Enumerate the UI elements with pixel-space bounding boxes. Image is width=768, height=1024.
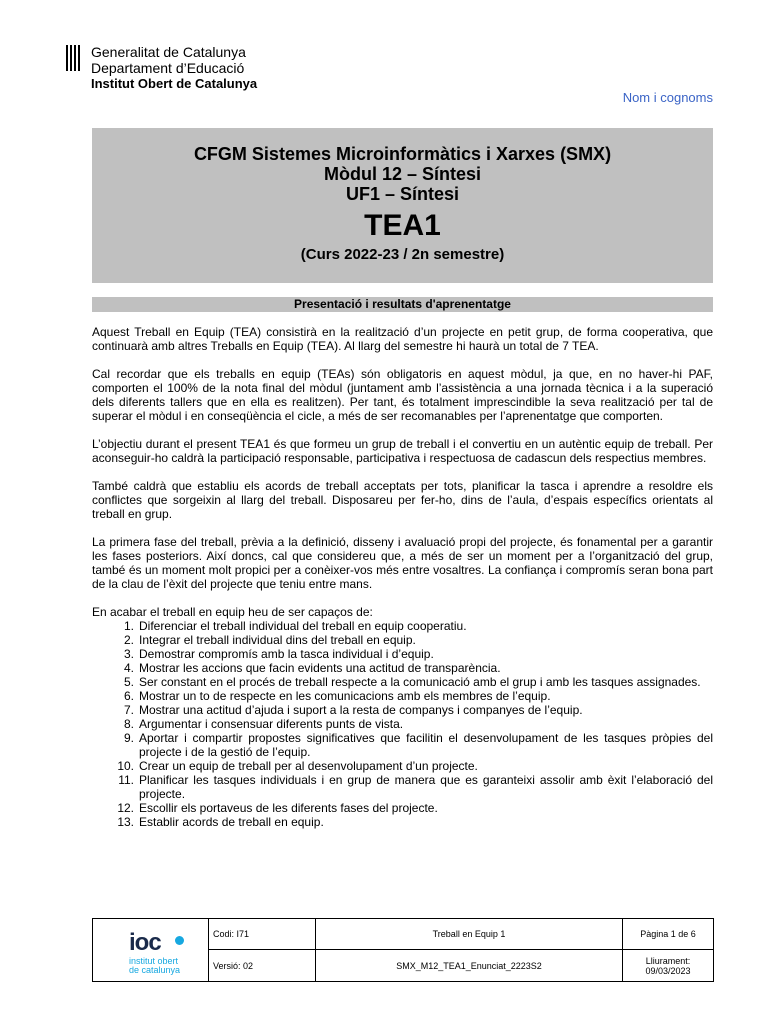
list-item (92, 731, 713, 759)
code-cell (208, 919, 316, 950)
header-text (91, 44, 257, 92)
title-box (92, 128, 713, 283)
list-item (92, 675, 713, 689)
ioc-logo-text: ioc (129, 929, 161, 956)
outcomes-list (92, 619, 713, 829)
unit-title: UF1 – Síntesi (345, 184, 460, 204)
list-item (92, 815, 713, 829)
footer-doc-title: Treball en Equip 1 (432, 929, 506, 939)
document-title: TEA1 (364, 209, 441, 242)
list-item (92, 801, 713, 815)
list-number: 6. (123, 689, 134, 703)
course-title: CFGM Sistemes Microinformàtics i Xarxes (SMX) (193, 144, 612, 164)
list-number: 5. (123, 675, 134, 689)
list-item (92, 689, 713, 703)
list-text: Mostrar una actitud d’ajuda i suport a la resta de companys i companyes de l’equip. (139, 703, 583, 717)
document-filename: SMX_M12_TEA1_Enunciat_2223S2 (396, 960, 542, 971)
list-number: 11. (118, 773, 134, 787)
list-number: 1. (123, 619, 134, 633)
list-text: Ser constant en el procés de treball respecte a la comunicació amb el grup i amb les tasques assignades. (139, 675, 701, 689)
list-text: Integrar el treball individual dins del treball en equip. (139, 633, 416, 647)
list-number: 9. (123, 731, 134, 745)
list-number: 4. (123, 661, 134, 675)
list-item (92, 773, 713, 801)
list-number: 2. (123, 633, 134, 647)
list-number: 12. (117, 801, 134, 815)
ioc-logo (93, 919, 209, 981)
delivery-date: 09/03/2023 (645, 965, 691, 976)
page-number: Pàgina 1 de 6 (640, 929, 696, 939)
course-year: (Curs 2022-23 / 2n semestre) (300, 246, 505, 263)
ioc-logo-subtitle (129, 957, 180, 975)
section-heading: Presentació i resultats d'aprenentatge (92, 297, 713, 312)
list-text: Mostrar les accions que facin evidents una actitud de transparència. (139, 661, 501, 675)
name-field: Nom i cognoms (622, 90, 713, 105)
ioc-logo-sub2: de catalunya (129, 965, 181, 975)
page-footer (92, 918, 714, 982)
list-item (92, 703, 713, 717)
list-number: 8. (123, 717, 134, 731)
paragraph: La primera fase del treball, prèvia a la definició, disseny i avaluació propi del projecte, és fonamental per a garantir les fases posteriors. Així doncs, cal que considereu que, a més de ser un moment per a l’organització del grup, també és un moment molt propici per a conèixer-vos més entre vosaltres. La confiança i compromís seran bona part de la clau de l’èxit del projecte que teniu entre mans. (92, 535, 713, 591)
module-title: Mòdul 12 – Síntesi (323, 164, 482, 184)
paragraph: Cal recordar que els treballs en equip (TEAs) són obligatoris en aquest mòdul, ja que, en no haver-hi PAF, comporten el 100% de la nota final del mòdul (juntament amb l’assistència a una jornada tècnica i a la superació dels diferents tallers que en ella es realitzen). Per tant, és totalment imprescindible la seva realització per tal de superar el mòdul i en conseqüència el cicle, a més de ser recomanables per l’aprenentatge que comporten. (92, 367, 713, 423)
list-item (92, 619, 713, 633)
list-item (92, 633, 713, 647)
paragraph: Aquest Treball en Equip (TEA) consistirà en la realització d’un projecte en petit grup, de forma cooperativa, que continuarà amb altres Treballs en Equip (TEA). Al llarg del semestre hi haurà un total de 7 TEA. (92, 325, 713, 353)
list-text: Aportar i compartir propostes significatives que facilitin el desenvolupament de les tasques pròpies del projecte i de la gestió de l’equip. (139, 731, 713, 759)
list-text: Demostrar compromís amb la tasca individual i d’equip. (139, 647, 434, 661)
list-text: Crear un equip de treball per al desenvolupament d’un projecte. (139, 759, 478, 773)
list-text: Establir acords de treball en equip. (139, 815, 324, 829)
list-intro: En acabar el treball en equip heu de ser capaços de: (92, 605, 373, 619)
paragraph: També caldrà que establiu els acords de treball acceptats per tots, planificar la tasca i aprendre a resoldre els conflictes que sorgeixin al llarg del treball. Disposareu per fer-ho, dins de l’aula, d’espais específics orientats al treball en grup. (92, 479, 713, 521)
list-number: 7. (123, 703, 134, 717)
document-version: Versió: 02 (213, 960, 254, 971)
page-cell (623, 919, 713, 950)
org-name: Generalitat de Catalunya (91, 44, 246, 60)
ioc-logo-sub1: institut obert (129, 956, 179, 966)
delivery-cell (623, 950, 713, 981)
document-body (92, 325, 713, 829)
list-item (92, 717, 713, 731)
delivery-label: Lliurament: (645, 955, 691, 966)
list-item (92, 647, 713, 661)
list-text: Escollir els portaveus de les diferents fases del projecte. (139, 801, 438, 815)
generalitat-logo-icon (66, 45, 82, 73)
version-cell (208, 950, 316, 981)
list-number: 10. (117, 759, 134, 773)
paragraph: L’objectiu durant el present TEA1 és que formeu un grup de treball i el convertiu en un autèntic equip de treball. Per aconseguir-ho caldrà la participació responsable, participativa i respectuosa de cadascun dels respectius membres. (92, 437, 713, 465)
list-item (92, 759, 713, 773)
list-number: 13. (117, 815, 134, 829)
ioc-logo-dot-icon (175, 936, 184, 945)
department-name: Departament d’Educació (91, 60, 245, 76)
list-item (92, 661, 713, 675)
list-text: Planificar les tasques individuals i en grup de manera que es garanteixi assolir amb èxit l’elaboració del projecte. (139, 773, 713, 801)
filename-cell (316, 950, 623, 981)
institute-name: Institut Obert de Catalunya (91, 76, 258, 91)
document-code: Codi: I71 (213, 929, 250, 939)
list-text: Argumentar i consensuar diferents punts de vista. (139, 717, 404, 731)
list-text: Mostrar un to de respecte en les comunicacions amb els membres de l’equip. (139, 689, 551, 703)
list-number: 3. (123, 647, 134, 661)
list-text: Diferenciar el treball individual del treball en equip cooperatiu. (139, 619, 467, 633)
doc-title-cell (316, 919, 623, 950)
